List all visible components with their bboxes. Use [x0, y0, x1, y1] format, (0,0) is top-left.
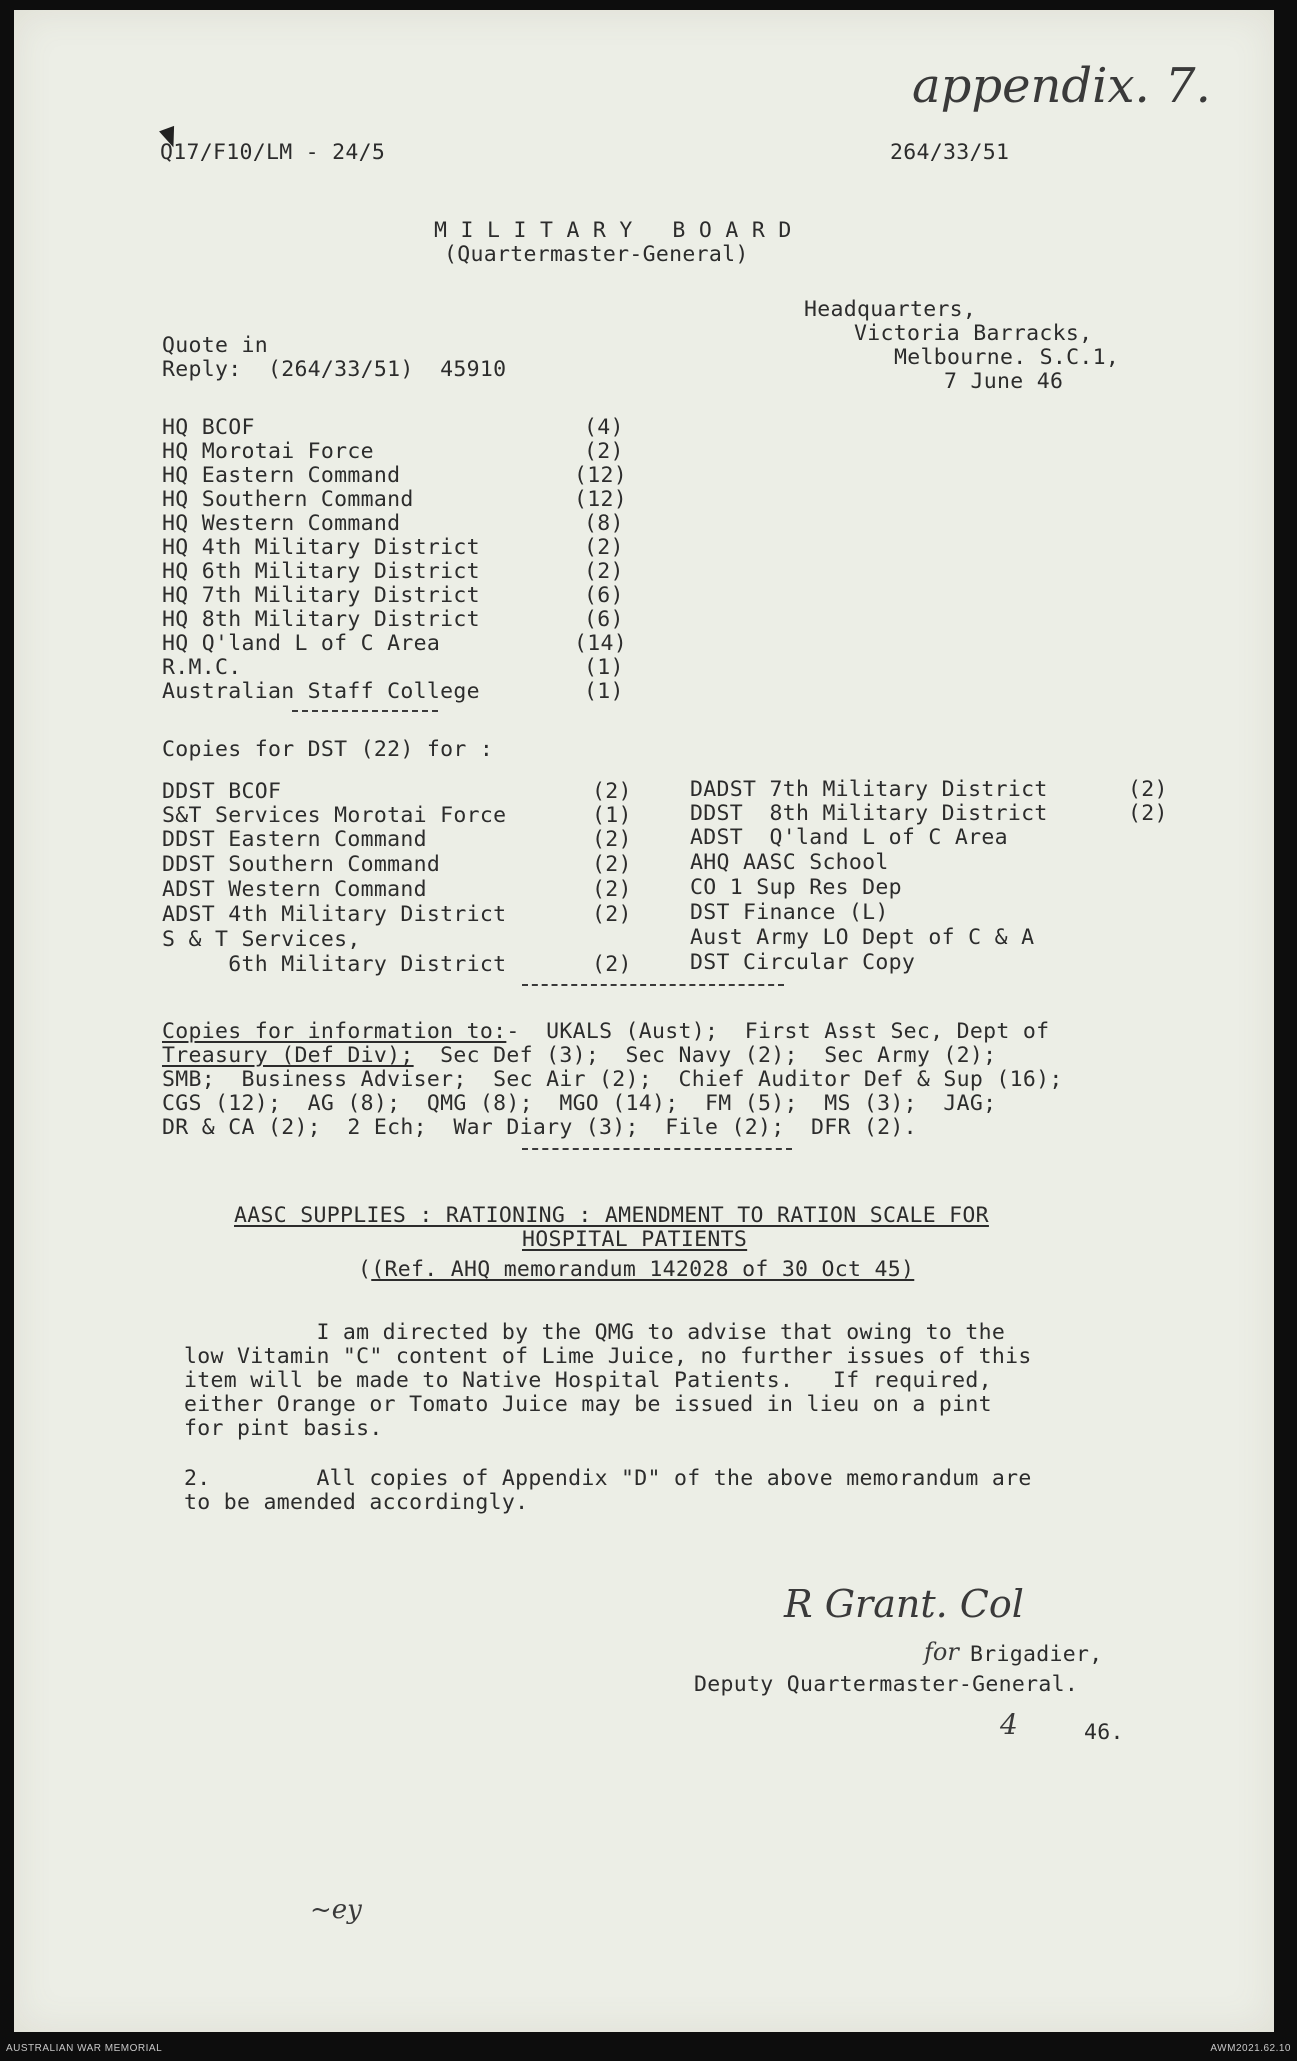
- dst-left-name: 6th Military District: [162, 952, 507, 977]
- date: 7 June 46: [944, 369, 1064, 394]
- ref-right: 264/33/51: [890, 140, 1010, 165]
- dist-name: HQ Q'land L of C Area: [162, 631, 441, 656]
- signoff-date: 46.: [1084, 1720, 1124, 1745]
- dist-name: Australian Staff College: [162, 679, 480, 704]
- dst-right-name: Aust Army LO Dept of C & A: [690, 925, 1035, 950]
- divider: [522, 1148, 792, 1150]
- address-line1: Headquarters,: [804, 297, 977, 322]
- body-p1-line3: item will be made to Native Hospital Patients. If required,: [184, 1368, 992, 1393]
- dst-left-name: DDST Eastern Command: [162, 827, 427, 852]
- dist-count: (2): [584, 535, 624, 560]
- dist-count: (1): [584, 655, 624, 680]
- info-line2-underlined: Treasury (Def Div);: [162, 1043, 414, 1068]
- info-line3: SMB; Business Adviser; Sec Air (2); Chief Auditor Def & Sup (16);: [162, 1067, 1063, 1092]
- dst-right-name: DST Finance (L): [690, 900, 889, 925]
- dst-left-count: (2): [592, 877, 632, 902]
- dist-count: (8): [584, 511, 624, 536]
- dist-count: (14): [574, 631, 627, 656]
- dst-left-name: ADST 4th Military District: [162, 902, 507, 927]
- signature: R Grant. Col: [784, 1582, 1024, 1626]
- dst-left-name: DDST BCOF: [162, 779, 282, 804]
- subject-ref: ((Ref. AHQ memorandum 142028 of 30 Oct 45): [358, 1257, 915, 1282]
- dst-right-count: (2): [1128, 777, 1168, 802]
- dist-name: HQ Southern Command: [162, 487, 414, 512]
- dist-name: HQ 8th Military District: [162, 607, 480, 632]
- dist-count: (12): [574, 487, 627, 512]
- dst-left-name: ADST Western Command: [162, 877, 427, 902]
- signoff-line1: Brigadier,: [970, 1642, 1103, 1667]
- dst-heading: Copies for DST (22) for :: [162, 737, 494, 762]
- info-line4: CGS (12); AG (8); QMG (8); MGO (14); FM (5); MS (3); JAG;: [162, 1091, 997, 1116]
- divider: [522, 984, 784, 986]
- dist-count: (2): [584, 439, 624, 464]
- footer-right: AWM2021.62.10: [1210, 2043, 1291, 2054]
- address-line2: Victoria Barracks,: [854, 321, 1093, 346]
- dst-right-name: DADST 7th Military District: [690, 777, 1048, 802]
- dst-left-count: (2): [592, 827, 632, 852]
- dst-right-name: DDST 8th Military District: [690, 801, 1048, 826]
- dst-right-name: CO 1 Sup Res Dep: [690, 875, 902, 900]
- address-line3: Melbourne. S.C.1,: [894, 345, 1120, 370]
- body-p1-line4: either Orange or Tomato Juice may be issued in lieu on a pint: [184, 1392, 992, 1417]
- dist-count: (6): [584, 607, 624, 632]
- body-p2-line2: to be amended accordingly.: [184, 1490, 529, 1515]
- footer-left: AUSTRALIAN WAR MEMORIAL: [6, 2043, 163, 2054]
- dst-left-count: (2): [592, 952, 632, 977]
- dst-left-count: (2): [592, 779, 632, 804]
- document-page: [14, 10, 1274, 2032]
- dist-name: R.M.C.: [162, 655, 242, 680]
- dist-name: HQ 7th Military District: [162, 583, 480, 608]
- subject-ref-text: (Ref. AHQ memorandum 142028 of 30 Oct 45): [371, 1257, 915, 1282]
- date-handwritten: 4: [1000, 1708, 1018, 1741]
- appendix-handwritten: appendix. 7.: [912, 58, 1211, 114]
- dist-name: HQ 4th Military District: [162, 535, 480, 560]
- info-line1: [162, 1019, 1049, 1044]
- dist-name: HQ Western Command: [162, 511, 401, 536]
- body-p1-line5: for pint basis.: [184, 1416, 383, 1441]
- dst-right-name: ADST Q'land L of C Area: [690, 825, 1008, 850]
- title: M I L I T A R Y B O A R D: [434, 218, 792, 243]
- subtitle: (Quartermaster-General): [444, 242, 749, 267]
- dst-left-name: DDST Southern Command: [162, 852, 441, 877]
- info-line1-rest: - UKALS (Aust); First Asst Sec, Dept of: [506, 1019, 1050, 1044]
- scribble-mark: ~ey: [310, 1895, 362, 1925]
- dist-name: HQ BCOF: [162, 415, 255, 440]
- info-line5: DR & CA (2); 2 Ech; War Diary (3); File (2); DFR (2).: [162, 1115, 917, 1140]
- dst-left-name: S & T Services,: [162, 927, 361, 952]
- dst-right-count: (2): [1128, 801, 1168, 826]
- signoff-line2: Deputy Quartermaster-General.: [694, 1672, 1079, 1697]
- divider: [292, 710, 438, 712]
- dist-name: HQ Eastern Command: [162, 463, 401, 488]
- dist-count: (4): [584, 415, 624, 440]
- dst-left-count: (2): [592, 902, 632, 927]
- subject-line1: AASC SUPPLIES : RATIONING : AMENDMENT TO RATION SCALE FOR: [234, 1203, 989, 1228]
- dist-name: HQ 6th Military District: [162, 559, 480, 584]
- body-p2-line1: 2. All copies of Appendix "D" of the above memorandum are: [184, 1466, 1032, 1491]
- quote-line2: Reply: (264/33/51) 45910: [162, 357, 507, 382]
- subject-line2: HOSPITAL PATIENTS: [522, 1227, 748, 1252]
- dst-left-name: S&T Services Morotai Force: [162, 803, 507, 828]
- dist-count: (12): [574, 463, 627, 488]
- dst-right-name: DST Circular Copy: [690, 950, 916, 975]
- dist-count: (6): [584, 583, 624, 608]
- for-handwritten: for: [924, 1638, 959, 1666]
- body-p1-line1: I am directed by the QMG to advise that owing to the: [184, 1320, 1006, 1345]
- ref-left: Q17/F10/LM - 24/5: [160, 140, 386, 165]
- dist-name: HQ Morotai Force: [162, 439, 374, 464]
- quote-line1: Quote in: [162, 333, 268, 358]
- dist-count: (2): [584, 559, 624, 584]
- dist-count: (1): [584, 679, 624, 704]
- dst-right-name: AHQ AASC School: [690, 850, 889, 875]
- dst-left-count: (1): [592, 803, 632, 828]
- info-label: Copies for information to:: [162, 1019, 507, 1044]
- info-line2-rest: Sec Def (3); Sec Navy (2); Sec Army (2);: [413, 1043, 997, 1068]
- info-line2: [162, 1043, 996, 1068]
- body-p1-line2: low Vitamin "C" content of Lime Juice, no further issues of this: [184, 1344, 1032, 1369]
- dst-left-count: (2): [592, 852, 632, 877]
